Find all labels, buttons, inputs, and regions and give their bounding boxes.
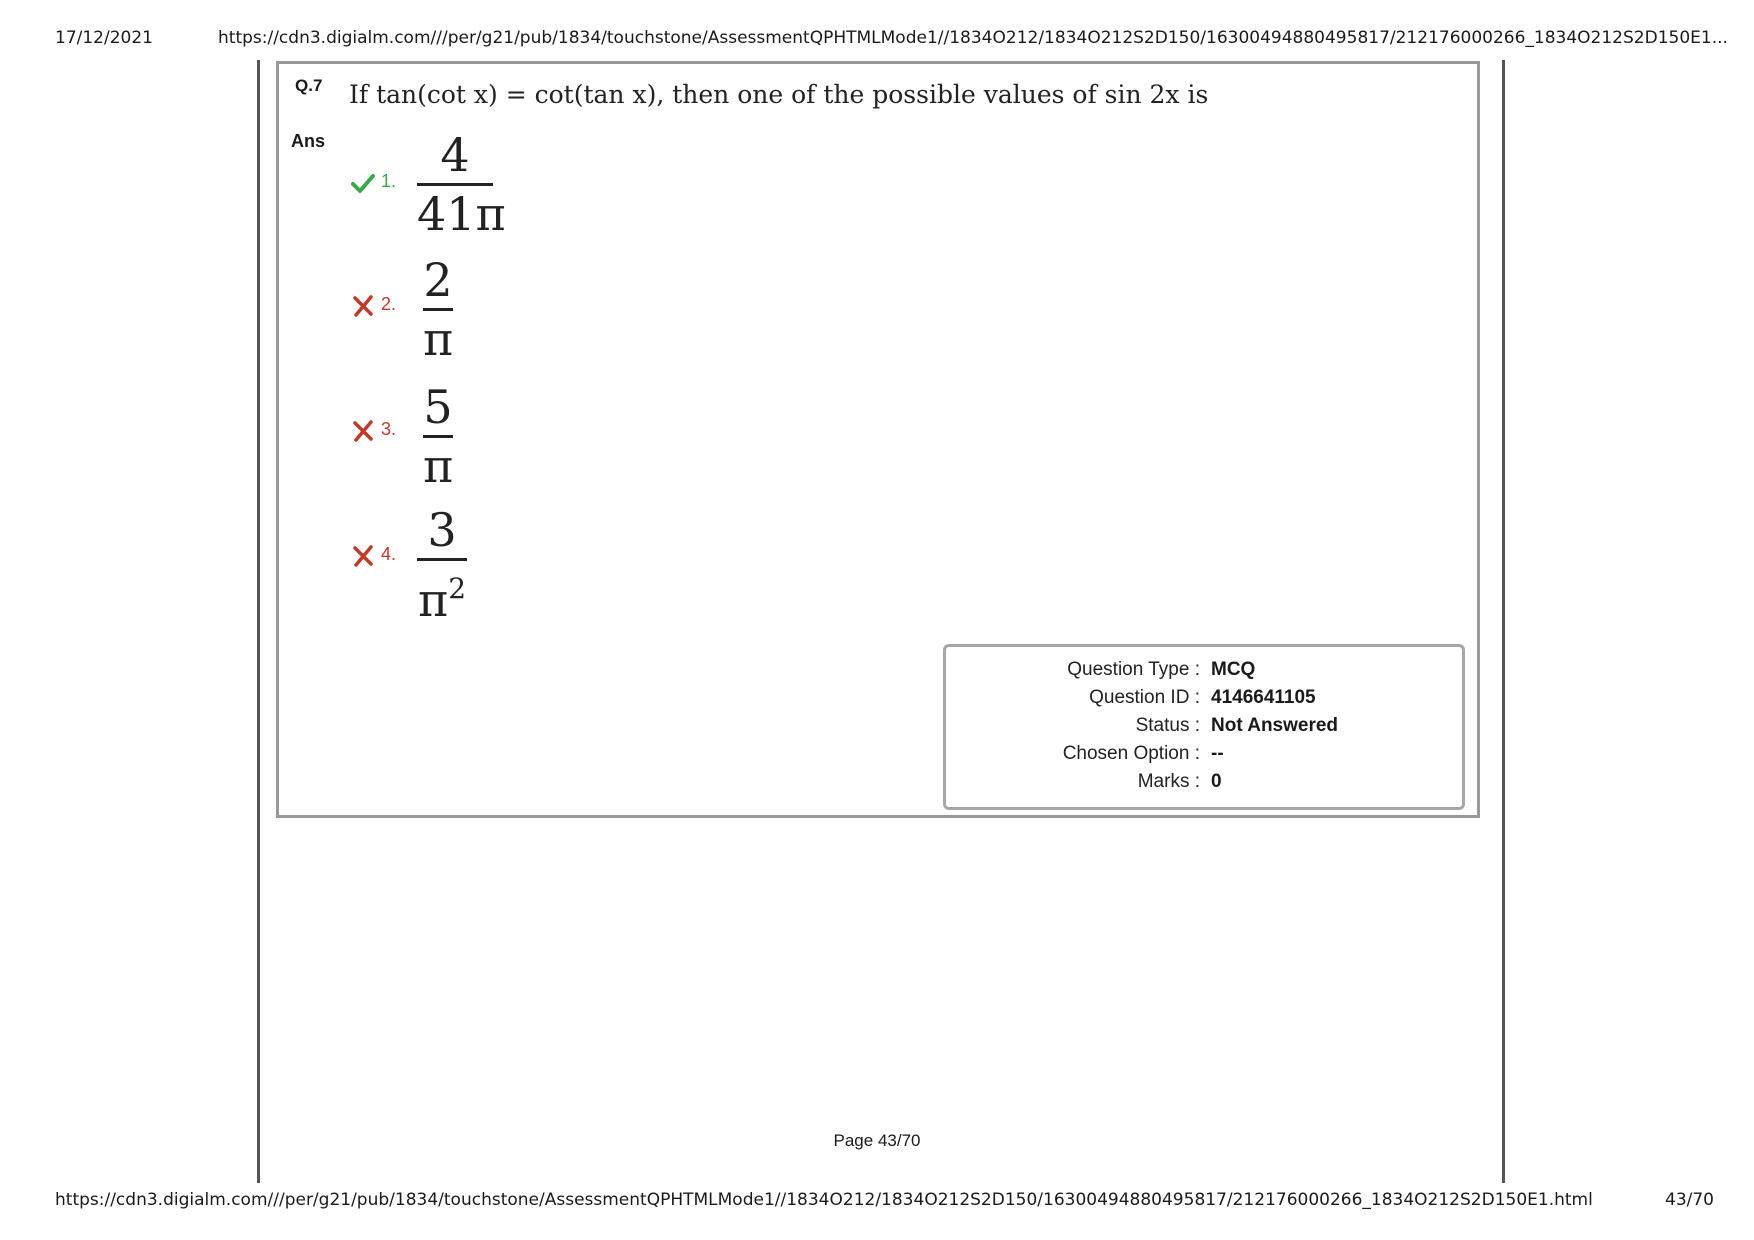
info-row-id	[946, 687, 1462, 715]
print-date: 17/12/2021	[55, 28, 153, 48]
fraction-exponent: 2	[448, 572, 467, 605]
option-1	[351, 129, 611, 239]
page-right-border	[1502, 60, 1505, 1183]
info-value: 4146641105	[1211, 687, 1316, 708]
fraction-bar	[417, 558, 467, 561]
fraction-numerator: 5	[423, 380, 453, 434]
check-icon	[351, 171, 375, 195]
print-footer	[0, 1190, 1754, 1214]
question-number: Q.7	[295, 76, 323, 95]
print-header	[0, 28, 1754, 52]
fraction-denominator: 41π	[417, 187, 506, 241]
fraction-denominator: π	[423, 439, 454, 493]
info-label: Question Type :	[1067, 659, 1200, 680]
option-fraction	[417, 128, 506, 241]
info-row-type	[946, 659, 1462, 687]
print-url: https://cdn3.digialm.com///per/g21/pub/1834/touchstone/AssessmentQPHTMLMode1//1834O212/1834O212S2D150/16300494880495817/212176000266_1834O212S2D150E1...	[218, 28, 1728, 48]
info-value: MCQ	[1211, 659, 1256, 680]
question-text: If tan(cot x) = cot(tan x), then one of the possible values of sin 2x is	[349, 80, 1209, 109]
info-label: Chosen Option :	[1062, 743, 1200, 764]
fraction-bar	[423, 308, 453, 311]
cross-icon	[351, 544, 375, 568]
info-label: Marks :	[1137, 771, 1200, 792]
question-panel	[276, 61, 1480, 818]
footer-page-number: 43/70	[1665, 1190, 1714, 1210]
question-info-box	[943, 644, 1465, 810]
info-label: Status :	[1135, 715, 1200, 736]
info-value: Not Answered	[1211, 715, 1339, 736]
option-number: 1.	[381, 171, 397, 191]
option-3	[351, 381, 611, 491]
page-number-center: Page 43/70	[833, 1131, 921, 1150]
info-row-status	[946, 715, 1462, 743]
fraction-numerator: 2	[423, 253, 453, 307]
answer-label: Ans	[291, 131, 326, 151]
footer-url: https://cdn3.digialm.com///per/g21/pub/1834/touchstone/AssessmentQPHTMLMode1//1834O212/1834O212S2D150/16300494880495817/212176000266_1834O212S2D150E1.html	[55, 1190, 1593, 1210]
option-number: 3.	[381, 419, 397, 439]
info-value: 0	[1211, 771, 1222, 792]
page-left-border	[257, 60, 260, 1183]
info-row-marks	[946, 771, 1462, 799]
fraction-bar	[423, 435, 453, 438]
option-fraction	[423, 381, 453, 492]
fraction-denominator: $\pi^2$	[417, 572, 467, 627]
option-number: 4.	[381, 544, 397, 564]
cross-icon	[351, 294, 375, 318]
option-4	[351, 503, 611, 627]
cross-icon	[351, 419, 375, 443]
fraction-numerator: 3	[427, 503, 457, 557]
info-row-chosen	[946, 743, 1462, 771]
info-value: --	[1211, 743, 1224, 764]
fraction-denominator: π	[423, 312, 454, 366]
fraction-bar	[417, 183, 493, 186]
fraction-numerator: 4	[440, 128, 470, 182]
option-fraction	[417, 504, 467, 626]
info-label: Question ID :	[1089, 687, 1200, 708]
option-fraction	[423, 254, 453, 365]
option-number: 2.	[381, 294, 397, 314]
option-2	[351, 254, 611, 364]
